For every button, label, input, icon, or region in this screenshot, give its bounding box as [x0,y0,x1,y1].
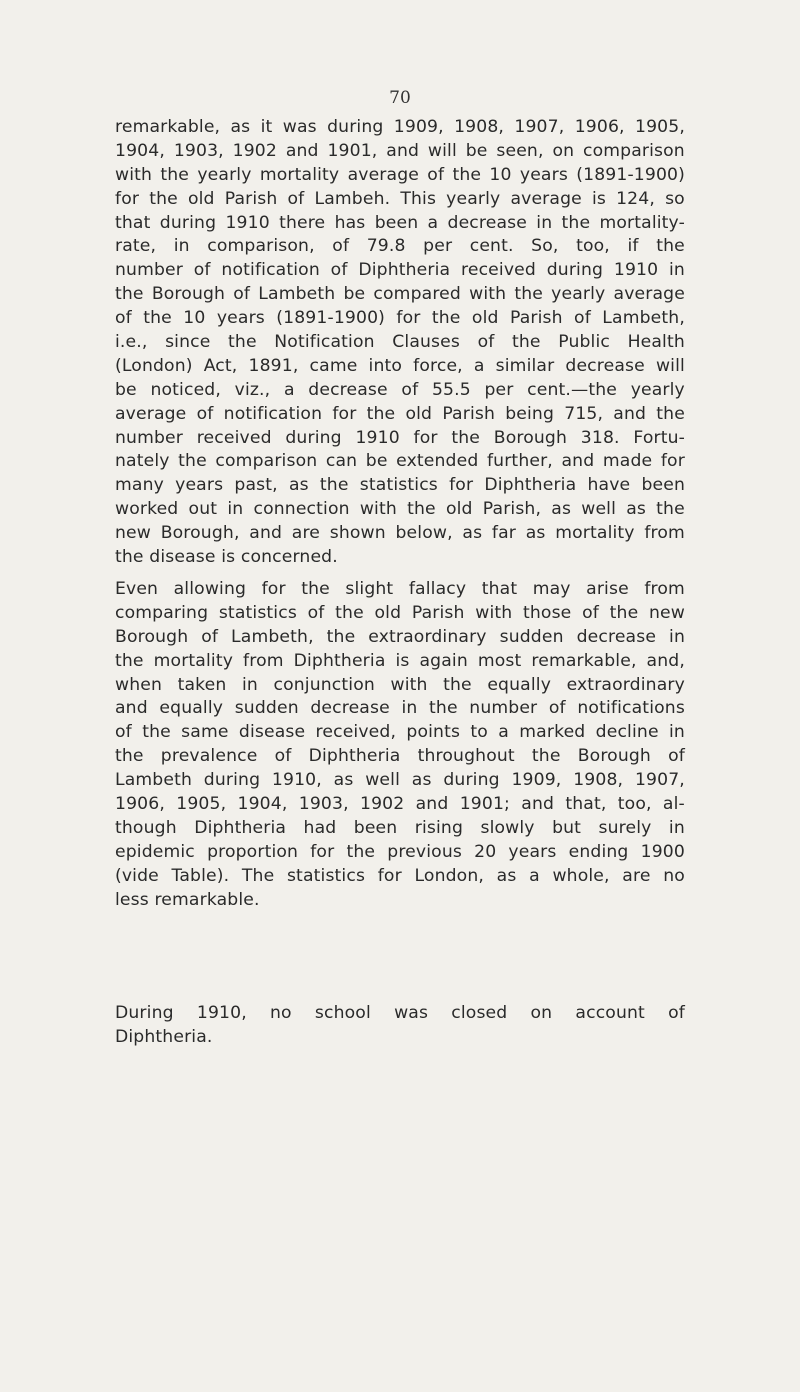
text-line: many years past, as the statistics for Diphtheria have been [115,475,685,496]
text-line: be noticed, viz., a decrease of 55.5 per cent.—the yearly [115,379,685,400]
text-line: Lambeth during 1910, as well as during 1909, 1908, 1907, [115,770,685,791]
text-line: the prevalence of Diphtheria throughout the Borough of [115,746,685,767]
text-line: epidemic proportion for the previous 20 years ending 1900 [115,841,685,862]
text-line: 1904, 1903, 1902 and 1901, and will be seen, on comparison [115,140,685,161]
text-line: of the same disease received, points to a marked decline in [115,722,685,743]
text-line: the disease is concerned. [115,547,338,568]
text-line: nately the comparison can be extended further, and made for [115,451,685,472]
text-line: Diphtheria. [115,1026,213,1047]
text-line: Borough of Lambeth, the extraordinary sudden decrease in [115,626,685,647]
text-line: that during 1910 there has been a decrease in the mortality- [115,212,685,233]
page-number: 70 [389,88,411,108]
text-line: for the old Parish of Lambeh. This yearly average is 124, so [115,188,685,209]
text-line: During 1910, no school was closed on account of [115,1003,685,1023]
text-line: comparing statistics of the old Parish with those of the new [115,602,685,623]
text-line: with the yearly mortality average of the 10 years (1891-1900) [115,164,685,185]
text-line: number received during 1910 for the Borough 318. Fortu- [115,427,685,448]
text-line: though Diphtheria had been rising slowly but surely in [115,817,685,838]
text-line: of the 10 years (1891-1900) for the old Parish of Lambeth, [115,308,685,329]
paragraph-decline-discussion [115,578,685,912]
text-line: worked out in connection with the old Parish, as well as the [115,499,685,520]
text-line: less remarkable. [115,889,260,910]
text-line: i.e., since the Notification Clauses of the Public Health [115,332,685,353]
text-line: when taken in conjunction with the equally extraordinary [115,674,685,695]
text-line: new Borough, and are shown below, as far as mortality from [115,523,685,544]
text-line: number of notification of Diphtheria received during 1910 in [115,260,685,281]
paragraph-school-closure [115,1002,685,1050]
text-line: and equally sudden decrease in the number of notifications [115,698,685,719]
text-line: rate, in comparison, of 79.8 per cent. So, too, if the [115,236,685,257]
text-line: (London) Act, 1891, came into force, a similar decrease will [115,355,685,376]
text-line: the Borough of Lambeth be compared with the yearly average [115,284,685,305]
text-line: the mortality from Diphtheria is again most remarkable, and, [115,650,685,671]
text-line: 1906, 1905, 1904, 1903, 1902 and 1901; and that, too, al- [115,794,685,815]
text-line: (vide Table). The statistics for London, as a whole, are no [115,865,685,886]
text-line: remarkable, as it was during 1909, 1908, 1907, 1906, 1905, [115,117,685,137]
text-line: Even allowing for the slight fallacy that may arise from [115,579,685,599]
paragraph-mortality-comparison [115,116,685,570]
text-line: average of notification for the old Parish being 715, and the [115,403,685,424]
